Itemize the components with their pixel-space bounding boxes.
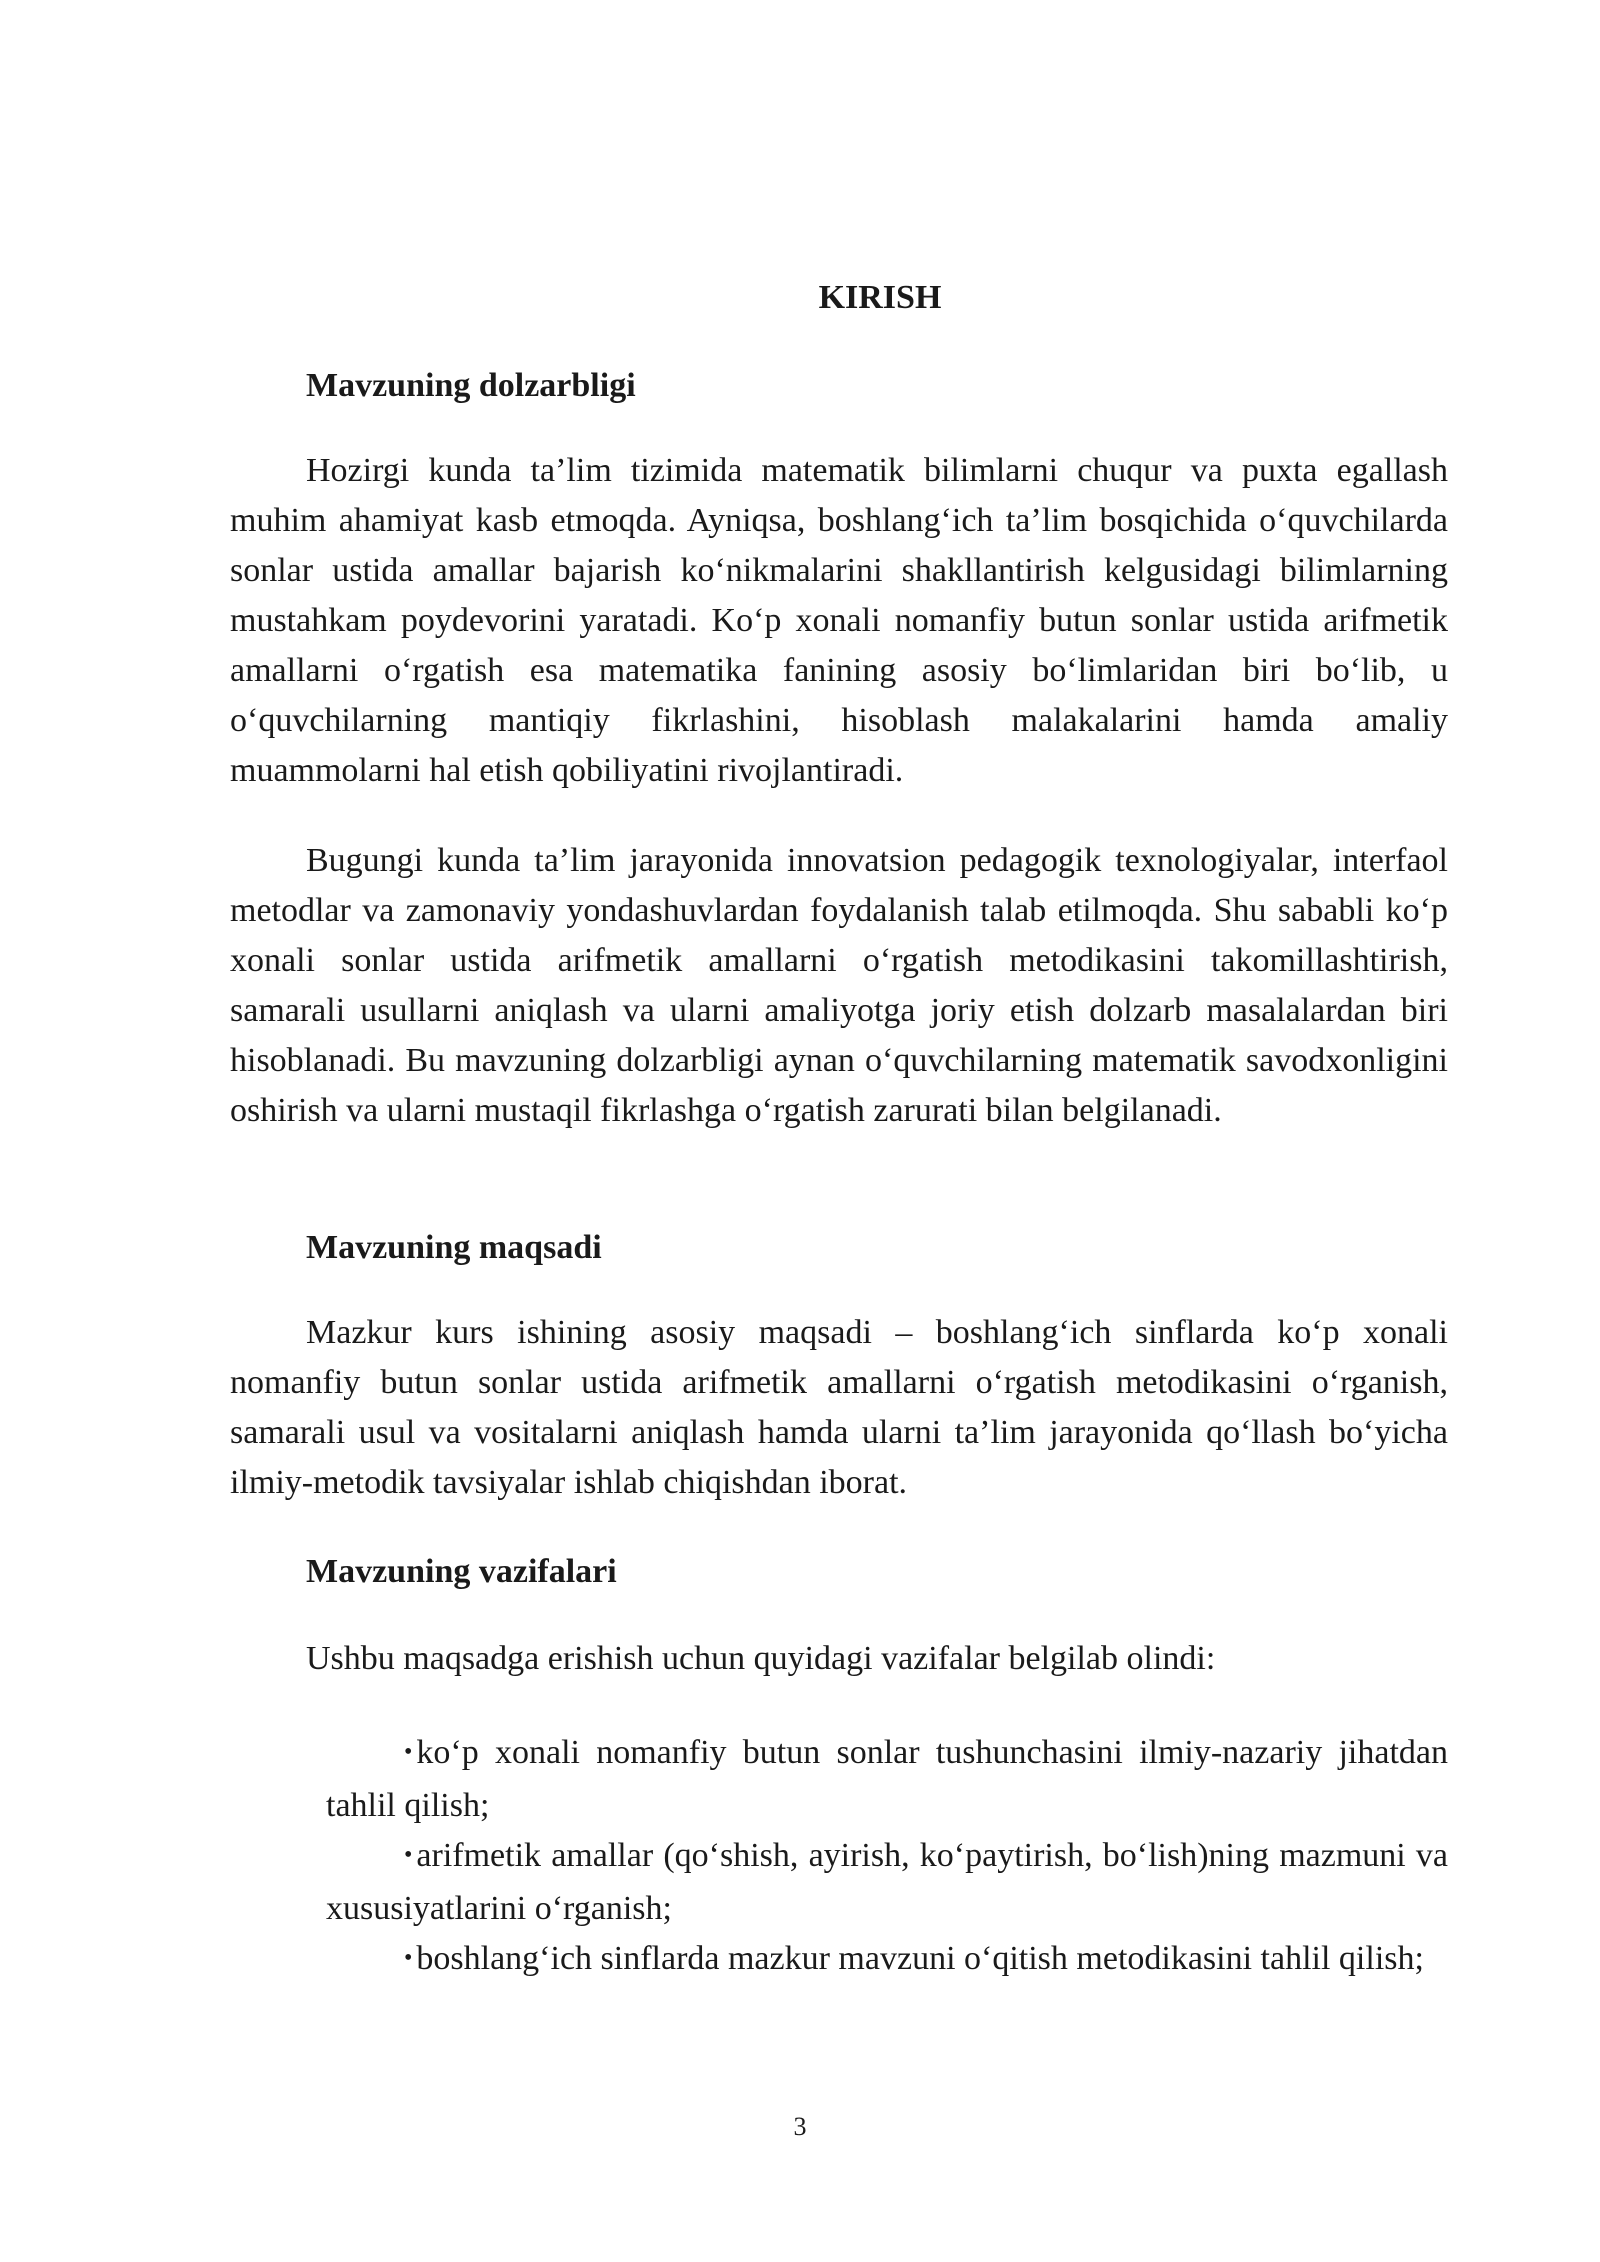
- goal-paragraph: Mazkur kurs ishining asosiy maqsadi – boshlang‘ich sinflarda ko‘p xonali nomanfiy butun sonlar ustida arifmetik amallarni o‘rgatish metodikasini o‘rganish, samarali usul va vositalarni aniqlash hamda ularni ta’lim jarayonida qo‘llash bo‘yicha ilmiy-metodik tavsiyalar ishlab chiqishdan iborat.: [230, 1314, 1448, 1501]
- list-item: [326, 1831, 1448, 1934]
- list-item-text: boshlang‘ich sinflarda mazkur mavzuni o‘qitish metodikasini tahlil qilish;: [416, 1940, 1424, 1977]
- relevance-paragraph-2: Bugungi kunda ta’lim jarayonida innovatsion pedagogik texnologiyalar, interfaol metodlar va zamonaviy yondashuvlardan foydalanish talab etilmoqda. Shu sababli ko‘p xonali sonlar ustida arifmetik amallarni o‘rgatish metodikasini takomillashtirish, samarali usullarni aniqlash va ularni amaliyotga joriy etish dolzarb masalalardan biri hisoblanadi. Bu mavzuning dolzarbligi aynan o‘quvchilarning matematik savodxonligini oshirish va ularni mustaqil fikrlashga o‘rgatish zarurati bilan belgilanadi.: [230, 842, 1448, 1129]
- section-heading-relevance: Mavzuning dolzarbligi: [306, 367, 636, 404]
- relevance-paragraph-1: Hozirgi kunda ta’lim tizimida matematik bilimlarni chuqur va puxta egallash muhim ahamiyat kasb etmoqda. Ayniqsa, boshlang‘ich ta’lim bosqichida o‘quvchilarda sonlar ustida amallar bajarish ko‘nikmalarini shakllantirish kelgusidagi bilimlarning mustahkam poydevorini yaratadi. Ko‘p xonali nomanfiy butun sonlar ustida arifmetik amallarni o‘rgatish esa matematika fanining asosiy bo‘limlaridan biri bo‘lib, u o‘quvchilarning mantiqiy fikrlashini, hisoblash malakalarini hamda amaliy muammolarni hal etish qobiliyatini rivojlantiradi.: [230, 452, 1448, 789]
- page-number: 3: [793, 2112, 807, 2141]
- bullet-icon: •: [404, 1945, 413, 1971]
- document-title: KIRISH: [818, 279, 942, 316]
- section-heading-goal: Mavzuning maqsadi: [306, 1229, 602, 1266]
- list-item: [326, 1934, 1448, 1987]
- bullet-icon: •: [404, 1842, 413, 1868]
- list-item-text: ko‘p xonali nomanfiy butun sonlar tushunchasini ilmiy-nazariy jihatdan tahlil qilish;: [326, 1734, 1448, 1824]
- bullet-icon: •: [404, 1739, 413, 1765]
- list-item-text: arifmetik amallar (qo‘shish, ayirish, ko‘paytirish, bo‘lish)ning mazmuni va xususiyatlarini o‘rganish;: [326, 1837, 1448, 1927]
- section-heading-tasks: Mavzuning vazifalari: [306, 1553, 617, 1590]
- tasks-lead-text: Ushbu maqsadga erishish uchun quyidagi vazifalar belgilab olindi:: [306, 1640, 1216, 1677]
- tasks-bullet-list: [326, 1728, 1448, 1987]
- list-item: [326, 1728, 1448, 1831]
